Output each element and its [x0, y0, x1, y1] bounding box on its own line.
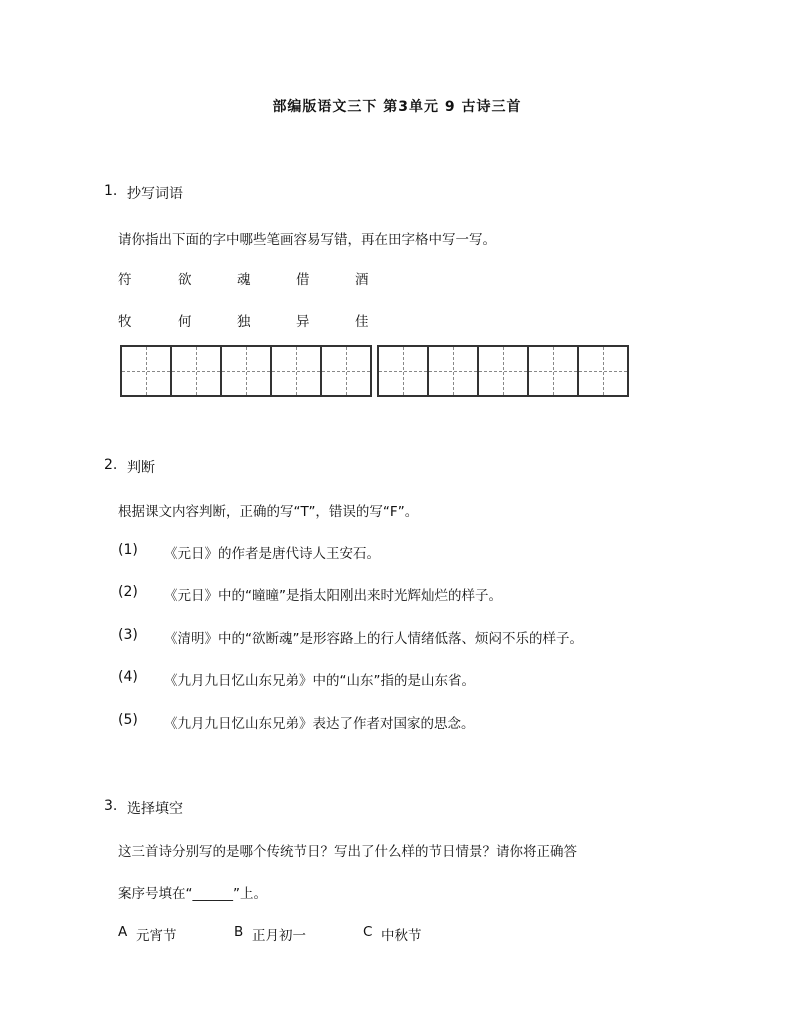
judgement-item-text: 《清明》中的“欲断魂”是形容路上的行人情绪低落、烦闷不乐的样子。 [164, 631, 583, 647]
section-3-question-line-1: 这三首诗分别写的是哪个传统节日？写出了什么样的节日情景？请你将正确答 [118, 844, 577, 860]
judgement-item-number: (4) [118, 669, 138, 685]
char-item: 佳 [355, 314, 369, 330]
section-3-heading: 选择填空 [127, 801, 183, 817]
grid-cell[interactable] [378, 346, 428, 396]
grid-group-right [377, 345, 629, 397]
section-1-instruction: 请你指出下面的字中哪些笔画容易写错，再在田字格中写一写。 [118, 232, 496, 248]
option-text: 正月初一 [252, 928, 306, 944]
page-title: 部编版语文三下 第3单元 9 古诗三首 [272, 99, 522, 115]
grid-cell[interactable] [171, 346, 221, 396]
section-2-number: 2. [104, 457, 118, 473]
grid-cell[interactable] [478, 346, 528, 396]
grid-cell[interactable] [221, 346, 271, 396]
judgement-item-text: 《元日》的作者是唐代诗人王安石。 [164, 546, 380, 562]
grid-cell[interactable] [271, 346, 321, 396]
judgement-item-number: (5) [118, 712, 138, 728]
option-label: A [118, 924, 128, 940]
char-item: 借 [296, 272, 310, 288]
tianzige-grid[interactable] [120, 345, 634, 397]
option-label: C [363, 924, 373, 940]
grid-group-left [120, 345, 372, 397]
option-label: B [234, 924, 244, 940]
judgement-item-text: 《元日》中的“曈曈”是指太阳刚出来时光辉灿烂的样子。 [164, 588, 502, 604]
grid-cell[interactable] [428, 346, 478, 396]
section-1-number: 1. [104, 183, 118, 199]
grid-cell[interactable] [321, 346, 371, 396]
option-text: 元宵节 [136, 928, 177, 944]
char-item: 酒 [355, 272, 369, 288]
grid-cell[interactable] [121, 346, 171, 396]
judgement-item-text: 《九月九日忆山东兄弟》中的“山东”指的是山东省。 [164, 673, 475, 689]
section-1-heading: 抄写词语 [127, 186, 183, 202]
char-item: 魂 [237, 272, 251, 288]
char-item: 牧 [118, 314, 132, 330]
option-text: 中秋节 [381, 928, 422, 944]
section-2-heading: 判断 [127, 460, 155, 476]
judgement-item-number: (2) [118, 584, 138, 600]
char-item: 异 [296, 314, 310, 330]
section-3-question-line-2: 案序号填在“______”上。 [118, 886, 267, 902]
char-item: 符 [118, 272, 132, 288]
grid-cell[interactable] [578, 346, 628, 396]
grid-cell[interactable] [528, 346, 578, 396]
section-2-instruction: 根据课文内容判断，正确的写“T”，错误的写“F”。 [118, 504, 419, 520]
judgement-item-text: 《九月九日忆山东兄弟》表达了作者对国家的思念。 [164, 716, 475, 732]
char-item: 何 [178, 314, 192, 330]
section-3-number: 3. [104, 798, 118, 814]
judgement-item-number: (1) [118, 542, 138, 558]
char-item: 欲 [178, 272, 192, 288]
judgement-item-number: (3) [118, 627, 138, 643]
char-item: 独 [237, 314, 251, 330]
